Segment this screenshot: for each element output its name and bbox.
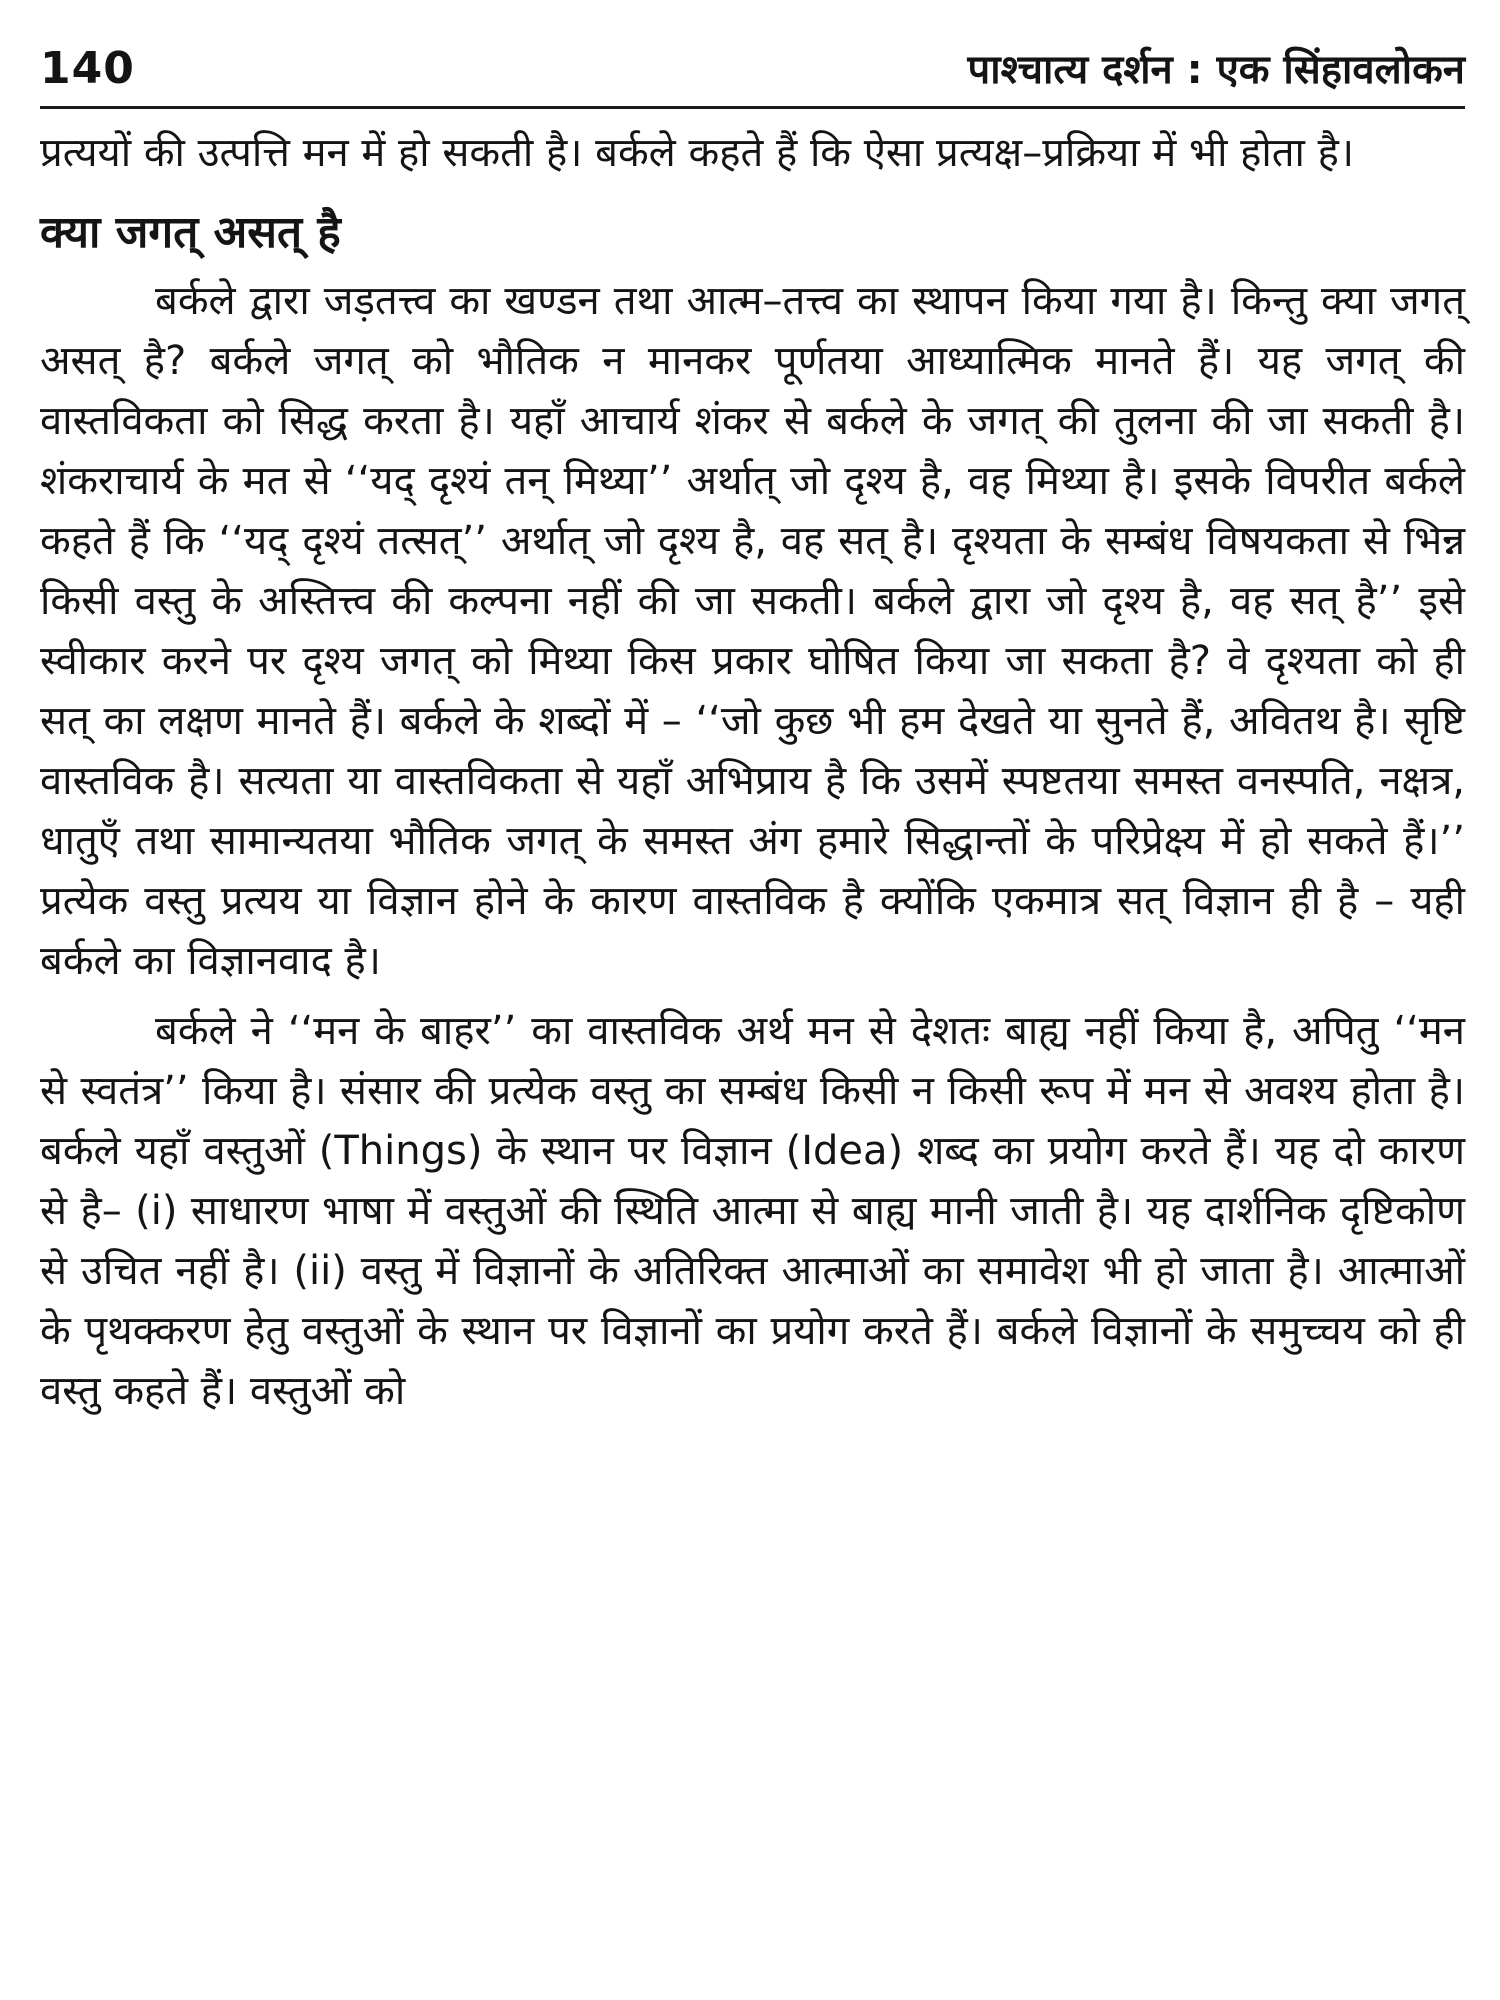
page-number: 140 — [40, 43, 135, 94]
book-page — [40, 40, 1465, 1970]
running-title: पाश्चात्य दर्शन : एक सिंहावलोकन — [967, 47, 1465, 93]
body-paragraph-2: बर्कले ने ‘‘मन के बाहर’’ का वास्तविक अर्थ मन से देशतः बाह्य नहीं किया है, अपितु ‘‘मन से स्वतंत्र’’ किया है। संसार की प्रत्येक वस्तु का सम्बंध किसी न किसी रूप में मन से अवश्य होता है। बर्कले यहाँ वस्तुओं (Things) के स्थान पर विज्ञान (Idea) शब्द का प्रयोग करते हैं। यह दो कारण से है– (i) साधारण भाषा में वस्तुओं की स्थिति आत्मा से बाह्य मानी जाती है। यह दार्शनिक दृष्टिकोण से उचित नहीं है। (ii) वस्तु में विज्ञानों के अतिरिक्त आत्माओं का समावेश भी हो जाता है। आत्माओं के पृथक्करण हेतु वस्तुओं के स्थान पर विज्ञानों का प्रयोग करते हैं। बर्कले विज्ञानों के समुच्चय को ही वस्तु कहते हैं। वस्तुओं को — [40, 1008, 1465, 1414]
intro-paragraph: प्रत्ययों की उत्पत्ति मन में हो सकती है। बर्कले कहते हैं कि ऐसा प्रत्यक्ष–प्रक्रिया में भी होता है। — [40, 130, 1355, 176]
page-header — [40, 40, 1465, 109]
paragraph-gap — [40, 991, 1465, 1001]
section-heading: क्या जगत् असत् है — [40, 207, 341, 258]
body-paragraph-1: बर्कले द्वारा जड़तत्त्व का खण्डन तथा आत्म–तत्त्व का स्थापन किया गया है। किन्तु क्या जगत् असत् है? बर्कले जगत् को भौतिक न मानकर पूर्णतया आध्यात्मिक मानते हैं। यह जगत् की वास्तविकता को सिद्ध करता है। यहाँ आचार्य शंकर से बर्कले के जगत् की तुलना की जा सकती है। शंकराचार्य के मत से ‘‘यद् दृश्यं तन् मिथ्या’’ अर्थात् जो दृश्य है, वह मिथ्या है। इसके विपरीत बर्कले कहते हैं कि ‘‘यद् दृश्यं तत्सत्’’ अर्थात् जो दृश्य है, वह सत् है। दृश्यता के सम्बंध विषयकता से भिन्न किसी वस्तु के अस्तित्त्व की कल्पना नहीं की जा सकती। बर्कले द्वारा जो दृश्य है, वह सत् है’’ इसे स्वीकार करने पर दृश्य जगत् को मिथ्या किस प्रकार घोषित किया जा सकता है? वे दृश्यता को ही सत् का लक्षण मानते हैं। बर्कले के शब्दों में – ‘‘जो कुछ भी हम देखते या सुनते हैं, अवितथ है। सृष्टि वास्तविक है। सत्यता या वास्तविकता से यहाँ अभिप्राय है कि उसमें स्पष्टतया समस्त वनस्पति, नक्षत्र, धातुएँ तथा सामान्यतया भौतिक जगत् के समस्त अंग हमारे सिद्धान्तों के परिप्रेक्ष्य में हो सकते हैं।’’ प्रत्येक वस्तु प्रत्यय या विज्ञान होने के कारण वास्तविक है क्योंकि एकमात्र सत् विज्ञान ही है – यही बर्कले का विज्ञानवाद है। — [40, 278, 1465, 984]
